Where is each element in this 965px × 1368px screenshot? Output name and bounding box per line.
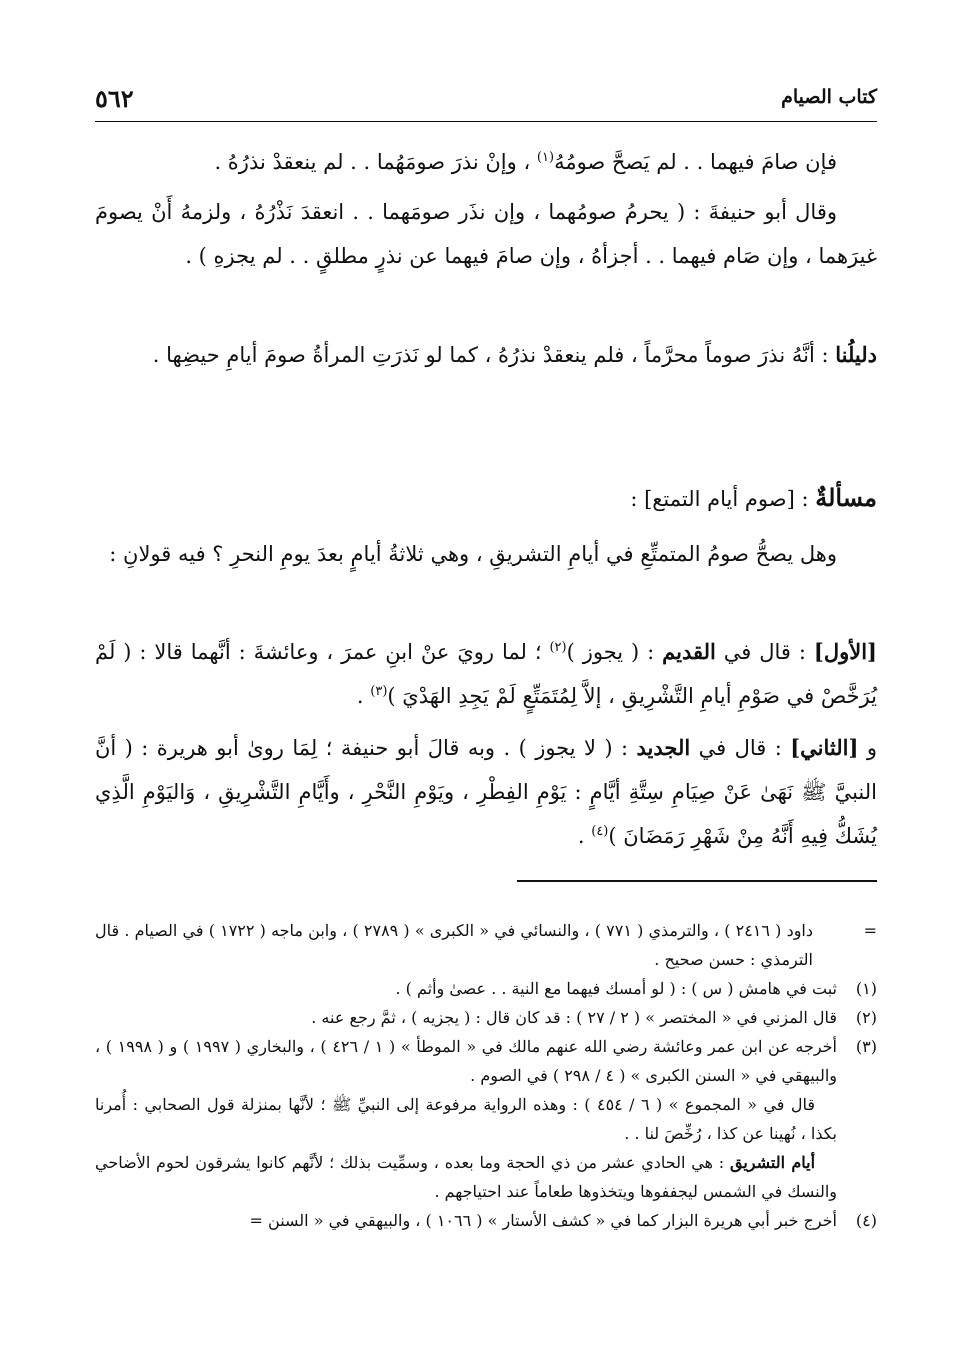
paragraph-4: وهل يصحُّ صومُ المتمتِّعِ في أيامِ التشريقِ ، وهي ثلاثةُ أيامٍ بعدَ يومِ النحرِ ؟ فيه قولانِ :	[109, 542, 837, 566]
footnote-2: (٢) قال المزني في « المختصر » ( ٢ / ٢٧ ) : قد كان قال : ( يجزيه ) ، ثمَّ رجع عنه .	[311, 1008, 877, 1027]
second-opinion-label: [الثاني]	[790, 735, 859, 760]
daliluna-label: دليلُنا	[835, 342, 877, 367]
paragraph-6: و [الثاني] : قال في الجديد : ( لا يجوز ) . وبه قالَ أبو حنيفة ؛ لِمَا روىٰ أبو هريرة : ( أنَّ النبيَّ ﷺ نَهَىٰ عَنْ صِيَامِ سِتَّةِ أيَّامٍ : يَوْمِ الفِطْرِ ، ويَوْمِ النَّحْرِ ، وأَيَّامِ التَّشْرِيقِ ، وَاليَوْمِ الَّذِي يُشَكُّ فِيهِ أَنَّهُ مِنْ شَهْرِ رَمَضَانَ )$^{(٤)}$ .	[95, 735, 877, 848]
page-number: ٥٦٢	[95, 84, 134, 113]
footnote-4: (٤) أخرج خبر أبي هريرة البزار كما في « كشف الأستار » ( ١٠٦٦ ) ، والبيهقي في « السنن =	[249, 1211, 877, 1230]
footnote-1: (١) ثبت في هامش ( س ) : ( لو أمسك فيهما مع النية . . عصىٰ وأثم ) .	[395, 979, 877, 998]
header-rule	[95, 121, 877, 122]
footnote-ref-1[interactable]: (١)	[536, 150, 555, 165]
footnote-ref-4[interactable]: (٤)	[591, 824, 609, 839]
running-title: كتاب الصيام	[781, 86, 877, 108]
paragraph-3: دليلُنا : أنَّهُ نذرَ صوماً محرَّماً ، فلم ينعقدْ نذرُهُ ، كما لو نَذرَتِ المرأةُ صومَ أيامِ حيضِها .	[152, 342, 877, 367]
footnote-3: (٣) أخرجه عن ابن عمر وعائشة رضي الله عنهم مالك في « الموطأ » ( ١ / ٤٢٦ ) ، والبخاري ( ١٩٩٧ ) و ( ١٩٩٨ ) ، والبيهقي في « السنن الكبرى » ( ٤ / ٢٩٨ ) في الصوم . قال في « المجموع » ( ٦ / ٤٥٤ ) : وهذه الرواية مرفوعة إلى النبيِّ ﷺ ؛ لأنَّها بمنزلة قول الصحابي : أُمرنا بكذا ، نُهينا عن كذا ، رُخِّصَ لنا . . أيام التشريق : هي الحادي عشر من ذي الحجة وما بعده ، وسمِّيت بذلك ؛ لأنَّهم كانوا يشرقون لحوم الأضاحي والنسك في الشمس ليجففوها ويتخذوها طعاماً عند احتياجهم .	[95, 1037, 877, 1201]
footnotes	[95, 916, 877, 1235]
footnote-separator	[517, 880, 877, 882]
masala-title: : [صوم أيام التمتع] :	[630, 487, 809, 511]
first-opinion-label: [الأول]	[813, 639, 877, 664]
footnote-ref-3[interactable]: (٣)	[370, 684, 388, 699]
paragraph-2: وقال أبو حنيفةَ : ( يحرمُ صومُهما ، وإن نذَر صومَهما . . انعقدَ نَذْرُهُ ، ولزمهُ أَنْ يصومَ غيرَهما ، وإن صَام فيهما . . أجزأهُ ، وإن صامَ فيهما عن نذرٍ مطلقٍ . . لم يجزهِ ) .	[95, 200, 877, 268]
page-header	[95, 84, 877, 118]
masala-label: مسألةٌ	[815, 483, 877, 512]
footnote-ref-2[interactable]: (٢)	[549, 640, 567, 655]
masala-heading	[95, 476, 877, 521]
paragraph-5: [الأول] : قال في القديم : ( يجوز )$^{(٢)}$ ؛ لما رويَ عنْ ابنِ عمرَ ، وعائشةَ : أنَّهما قالا : ( لَمْ يُرَخَّصْ في صَوْمِ أيامِ التَّشْرِيقِ ، إلاَّ لِمُتَمَتِّعٍ لَمْ يَجِدِ الهَدْيَ )$^{(٣)}$ .	[95, 639, 877, 708]
main-text	[95, 140, 877, 184]
tashriq-label: أيام التشريق	[730, 1153, 816, 1172]
footnote-continuation: = داود ( ٢٤١٦ ) ، والترمذي ( ٧٧١ ) ، والنسائي في « الكبرى » ( ٢٧٨٩ ) ، وابن ماجه ( ١٧٢٢ ) في الصيام . قال الترمذي : حسن صحيح .	[95, 921, 877, 969]
paragraph-1: فإن صامَ فيهما . . لم يَصحَّ صومُهُ$^{(١)}$ ، وإنْ نذرَ صومَهُما . . لم ينعقدْ نذرُهُ .	[214, 150, 837, 174]
